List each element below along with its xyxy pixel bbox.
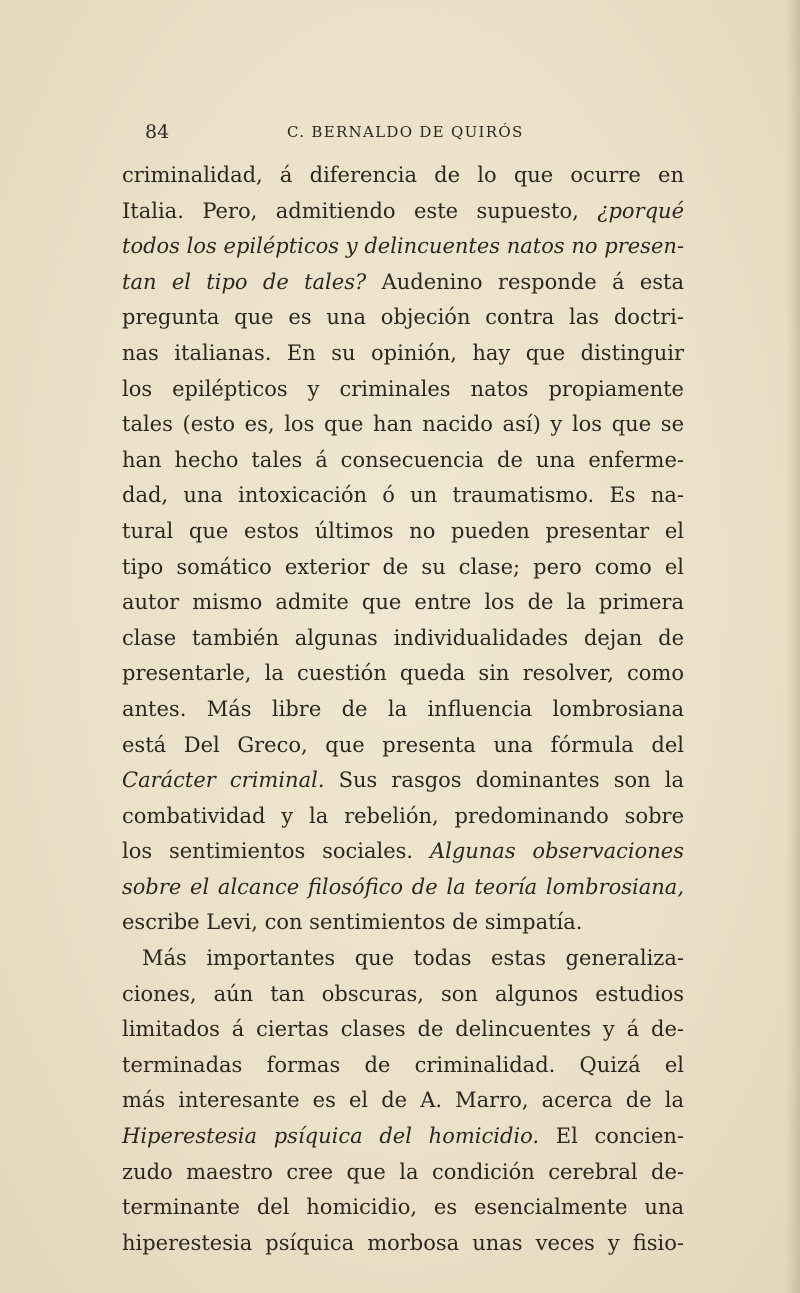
text-line-5: pregunta que es una objeción contra las doctri- <box>122 305 684 330</box>
text-line-30: terminante del homicidio, es esencialmente una <box>122 1195 684 1220</box>
text-line-14: clase también algunas individualidades dejan de <box>122 625 684 650</box>
text-line-15: presentarle, la cuestión queda sin resolver, como <box>122 661 684 686</box>
text-line-20: los sentimientos sociales. Algunas observaciones <box>122 839 684 864</box>
text-line-1: criminalidad, á diferencia de lo que ocurre en <box>122 163 684 187</box>
running-header <box>145 118 685 146</box>
text-line-7: los epilépticos y criminales natos propiamente <box>122 376 684 401</box>
running-title: C. BERNALDO DE QUIRÓS <box>287 123 524 141</box>
text-line-3: todos los epilépticos y delincuentes natos no presen- <box>122 234 684 259</box>
text-line-18: Carácter criminal. Sus rasgos dominantes son la <box>122 768 684 793</box>
text-line-21: sobre el alcance filosófico de la teoría lombrosiana, <box>122 874 684 899</box>
italic-phrase: ¿porqué <box>597 198 684 223</box>
italic-phrase: Algunas observaciones <box>429 839 684 864</box>
text-line-17: está Del Greco, que presenta una fórmula del <box>122 732 684 757</box>
text-line-6: nas italianas. En su opinión, hay que distinguir <box>122 340 684 365</box>
italic-phrase: Carácter criminal. <box>122 768 325 793</box>
text-line-12: tipo somático exterior de su clase; pero como el <box>122 554 684 579</box>
text-line-23: Más importantes que todas estas generaliza- <box>142 946 684 971</box>
text-line-19: combatividad y la rebelión, predominando sobre <box>122 803 684 828</box>
text-line-28: Hiperestesia psíquica del homicidio. El concien- <box>122 1124 685 1149</box>
text-line-10: dad, una intoxicación ó un traumatismo. Es na- <box>122 483 684 508</box>
text-line-27: más interesante es el de A. Marro, acerca de la <box>122 1088 684 1113</box>
italic-phrase: Hiperestesia psíquica del homicidio. <box>122 1124 540 1149</box>
text-line-11: tural que estos últimos no pueden presentar el <box>122 518 684 543</box>
text-line-25: limitados á ciertas clases de delincuentes y á de- <box>122 1017 684 1042</box>
text-line-4: tan el tipo de tales? Audenino responde á esta <box>122 269 684 294</box>
text-line-22: escribe Levi, con sentimientos de simpatía. <box>122 910 583 935</box>
page-number: 84 <box>145 121 170 143</box>
text-line-16: antes. Más libre de la influencia lombrosiana <box>122 696 684 721</box>
text-line-29: zudo maestro cree que la condición cerebral de- <box>122 1159 684 1184</box>
text-line-8: tales (esto es, los que han nacido así) y los que se <box>122 412 684 437</box>
text-line-26: terminadas formas de criminalidad. Quizá el <box>122 1052 684 1077</box>
page-edge-shadow <box>786 0 800 1293</box>
text-line-13: autor mismo admite que entre los de la primera <box>122 590 684 615</box>
italic-phrase: tan el tipo de tales? <box>122 269 367 294</box>
body-text <box>122 158 684 1261</box>
text-line-9: han hecho tales á consecuencia de una enferme- <box>122 447 684 472</box>
text-line-2: Italia. Pero, admitiendo este supuesto, ¿porqué <box>122 198 684 223</box>
text-line-31: hiperestesia psíquica morbosa unas veces y fisio- <box>122 1230 684 1255</box>
text-line-24: ciones, aún tan obscuras, son algunos estudios <box>122 981 684 1006</box>
